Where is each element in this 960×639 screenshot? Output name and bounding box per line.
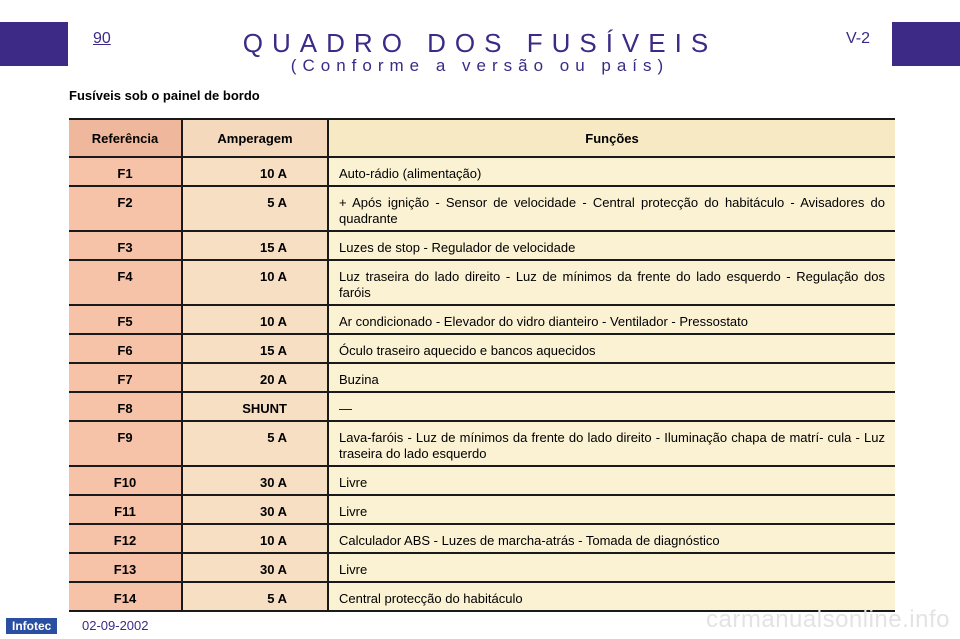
fuse-reference: F7 <box>69 363 182 392</box>
page-title: QUADRO DOS FUSÍVEIS <box>242 28 718 58</box>
table-row <box>69 553 895 582</box>
fuse-function: Livre <box>328 553 895 582</box>
fuse-amperage: 30 A <box>182 466 328 495</box>
fuse-function: + Após ignição - Sensor de velocidade - Central protecção do habitáculo - Avisadores do quadrante <box>328 186 895 231</box>
fuse-reference: F4 <box>69 260 182 305</box>
fuse-function: Livre <box>328 466 895 495</box>
fuse-reference: F2 <box>69 186 182 231</box>
section-code: V-2 <box>845 30 870 47</box>
fuse-reference: F13 <box>69 553 182 582</box>
fuse-function: Central protecção do habitáculo <box>328 582 895 611</box>
table-row <box>69 305 895 334</box>
table-row <box>69 495 895 524</box>
fuse-amperage: 30 A <box>182 495 328 524</box>
table-row <box>69 363 895 392</box>
fuse-function: Lava-faróis - Luz de mínimos da frente do lado direito - Iluminação chapa de matrí- cula - Luz traseira do lado esquerdo <box>328 421 895 466</box>
column-header-amperage: Amperagem <box>182 119 328 157</box>
table-header-row <box>69 119 895 157</box>
fuse-reference: F8 <box>69 392 182 421</box>
fuse-amperage: 10 A <box>182 305 328 334</box>
table-row <box>69 392 895 421</box>
page-number[interactable]: 90 <box>93 30 111 47</box>
fuse-amperage: 15 A <box>182 334 328 363</box>
table-row <box>69 334 895 363</box>
fuse-function: Luz traseira do lado direito - Luz de mínimos da frente do lado esquerdo - Regulação dos faróis <box>328 260 895 305</box>
fuse-reference: F5 <box>69 305 182 334</box>
fuse-function: Calculador ABS - Luzes de marcha-atrás - Tomada de diagnóstico <box>328 524 895 553</box>
fuse-table <box>69 118 895 612</box>
fuse-reference: F14 <box>69 582 182 611</box>
table-row <box>69 157 895 186</box>
fuse-function: Livre <box>328 495 895 524</box>
table-row <box>69 186 895 231</box>
watermark: carmanualsonline.info <box>706 606 950 633</box>
column-header-reference: Referência <box>69 119 182 157</box>
infotec-logo: Infotec <box>6 618 57 634</box>
table-row <box>69 231 895 260</box>
fuse-function: Auto-rádio (alimentação) <box>328 157 895 186</box>
fuse-amperage: 10 A <box>182 157 328 186</box>
fuse-reference: F1 <box>69 157 182 186</box>
fuse-reference: F3 <box>69 231 182 260</box>
table-row <box>69 466 895 495</box>
table-row <box>69 524 895 553</box>
fuse-function: — <box>328 392 895 421</box>
fuse-reference: F9 <box>69 421 182 466</box>
fuse-amperage: 10 A <box>182 260 328 305</box>
fuse-amperage: SHUNT <box>182 392 328 421</box>
fuse-function: Luzes de stop - Regulador de velocidade <box>328 231 895 260</box>
table-row <box>69 260 895 305</box>
column-header-functions: Funções <box>328 119 895 157</box>
fuse-amperage: 20 A <box>182 363 328 392</box>
fuse-function: Óculo traseiro aquecido e bancos aquecidos <box>328 334 895 363</box>
fuse-amperage: 15 A <box>182 231 328 260</box>
table-row <box>69 421 895 466</box>
fuse-amperage: 5 A <box>182 186 328 231</box>
fuse-amperage: 5 A <box>182 582 328 611</box>
fuse-reference: F10 <box>69 466 182 495</box>
fuse-function: Buzina <box>328 363 895 392</box>
footer-date: 02-09-2002 <box>82 618 149 633</box>
fuse-reference: F6 <box>69 334 182 363</box>
fuse-amperage: 5 A <box>182 421 328 466</box>
fuse-reference: F12 <box>69 524 182 553</box>
section-heading: Fusíveis sob o painel de bordo <box>69 88 260 103</box>
fuse-amperage: 30 A <box>182 553 328 582</box>
fuse-reference: F11 <box>69 495 182 524</box>
fuse-amperage: 10 A <box>182 524 328 553</box>
fuse-function: Ar condicionado - Elevador do vidro dianteiro - Ventilador - Pressostato <box>328 305 895 334</box>
page-subtitle: (Conforme a versão ou país) <box>290 56 670 75</box>
